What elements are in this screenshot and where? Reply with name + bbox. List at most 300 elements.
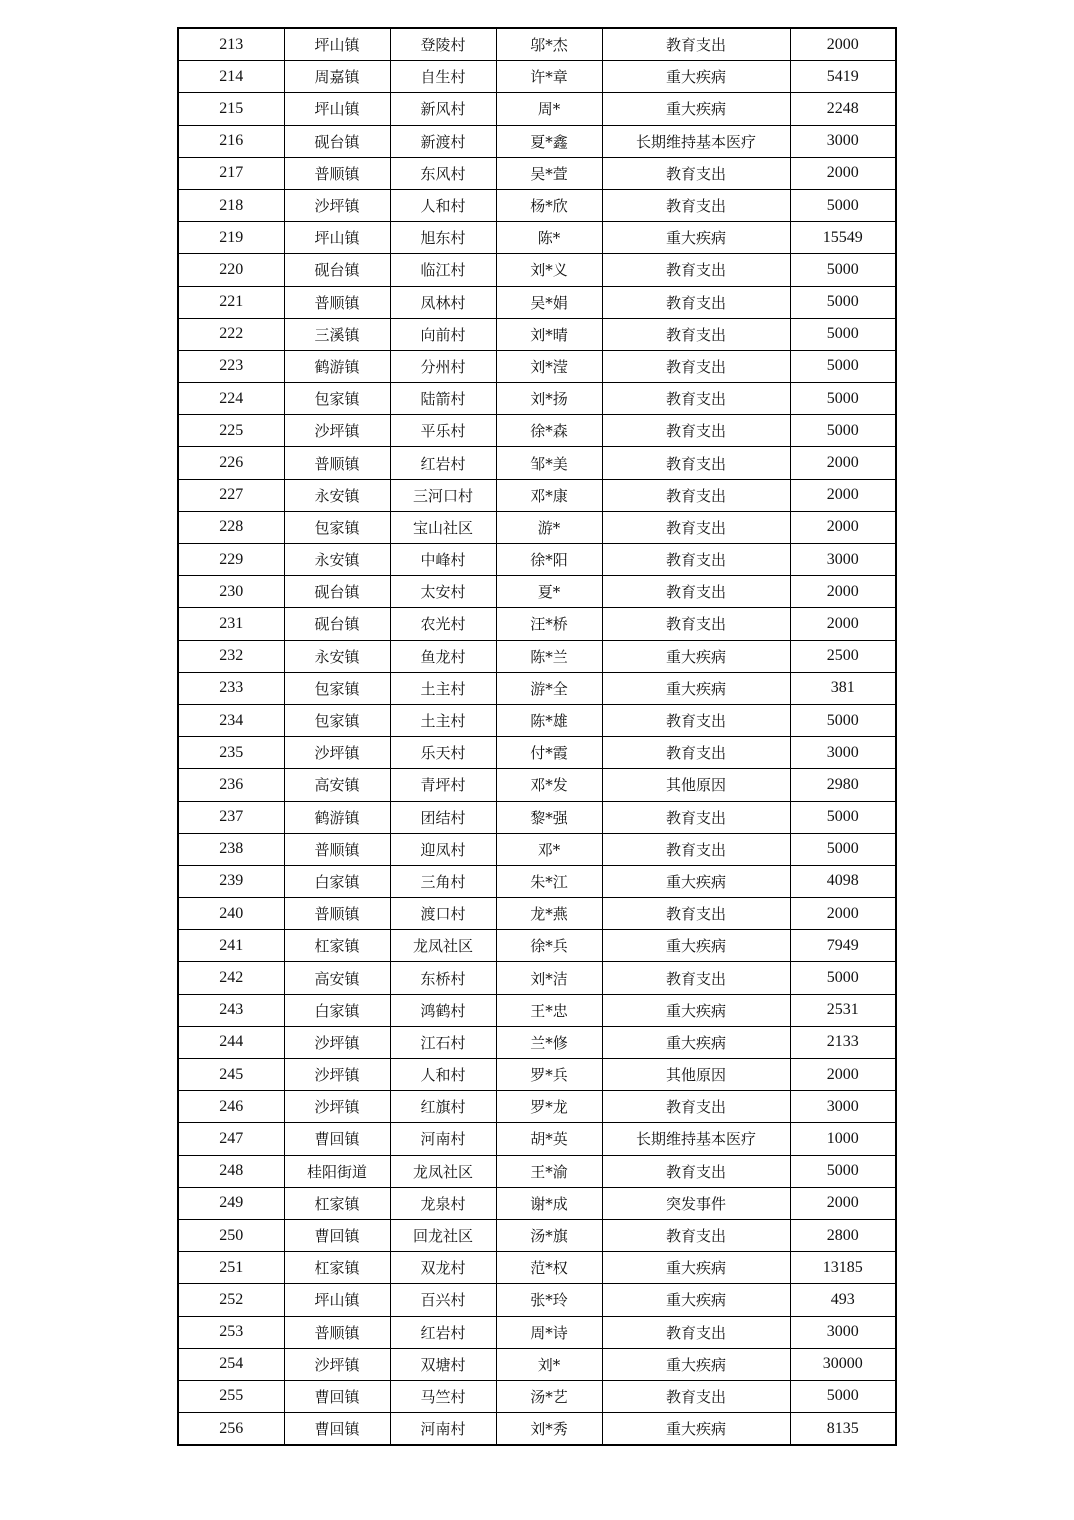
name-cell: 刘*秀 — [496, 1413, 602, 1446]
table-row — [178, 350, 896, 382]
name-cell: 吴*娟 — [496, 286, 602, 318]
amount-cell: 493 — [790, 1284, 896, 1316]
village-cell: 龙凤社区 — [390, 1155, 496, 1187]
amount-cell: 2133 — [790, 1026, 896, 1058]
village-cell: 江石村 — [390, 1026, 496, 1058]
town-cell: 砚台镇 — [284, 608, 390, 640]
town-cell: 普顺镇 — [284, 286, 390, 318]
amount-cell: 3000 — [790, 1316, 896, 1348]
row-number-cell: 231 — [178, 608, 284, 640]
reason-cell: 教育支出 — [602, 962, 790, 994]
amount-cell: 2000 — [790, 898, 896, 930]
reason-cell: 教育支出 — [602, 737, 790, 769]
amount-cell: 3000 — [790, 125, 896, 157]
name-cell: 朱*江 — [496, 865, 602, 897]
name-cell: 罗*龙 — [496, 1091, 602, 1123]
table-row — [178, 318, 896, 350]
reason-cell: 重大疾病 — [602, 1284, 790, 1316]
town-cell: 鹤游镇 — [284, 801, 390, 833]
table-row — [178, 479, 896, 511]
town-cell: 沙坪镇 — [284, 415, 390, 447]
reason-cell: 教育支出 — [602, 544, 790, 576]
village-cell: 陆箭村 — [390, 383, 496, 415]
table-row — [178, 383, 896, 415]
name-cell: 王*渝 — [496, 1155, 602, 1187]
name-cell: 徐*阳 — [496, 544, 602, 576]
table-row — [178, 801, 896, 833]
amount-cell: 5000 — [790, 1380, 896, 1412]
amount-cell: 2000 — [790, 511, 896, 543]
table-row — [178, 1187, 896, 1219]
village-cell: 河南村 — [390, 1413, 496, 1446]
reason-cell: 重大疾病 — [602, 865, 790, 897]
row-number-cell: 228 — [178, 511, 284, 543]
town-cell: 坪山镇 — [284, 93, 390, 125]
village-cell: 百兴村 — [390, 1284, 496, 1316]
village-cell: 新风村 — [390, 93, 496, 125]
table-row — [178, 737, 896, 769]
amount-cell: 5000 — [790, 350, 896, 382]
table-row — [178, 125, 896, 157]
town-cell: 永安镇 — [284, 640, 390, 672]
amount-cell: 5000 — [790, 286, 896, 318]
amount-cell: 5000 — [790, 1155, 896, 1187]
town-cell: 杠家镇 — [284, 1252, 390, 1284]
table-row — [178, 704, 896, 736]
row-number-cell: 240 — [178, 898, 284, 930]
village-cell: 渡口村 — [390, 898, 496, 930]
name-cell: 刘*义 — [496, 254, 602, 286]
amount-cell: 5000 — [790, 415, 896, 447]
reason-cell: 重大疾病 — [602, 1413, 790, 1446]
village-cell: 太安村 — [390, 576, 496, 608]
table-row — [178, 511, 896, 543]
row-number-cell: 244 — [178, 1026, 284, 1058]
reason-cell: 重大疾病 — [602, 930, 790, 962]
name-cell: 游* — [496, 511, 602, 543]
reason-cell: 教育支出 — [602, 479, 790, 511]
name-cell: 周*诗 — [496, 1316, 602, 1348]
row-number-cell: 238 — [178, 833, 284, 865]
table-row — [178, 222, 896, 254]
row-number-cell: 218 — [178, 189, 284, 221]
village-cell: 分州村 — [390, 350, 496, 382]
amount-cell: 3000 — [790, 737, 896, 769]
reason-cell: 教育支出 — [602, 511, 790, 543]
name-cell: 陈*兰 — [496, 640, 602, 672]
reason-cell: 教育支出 — [602, 1380, 790, 1412]
row-number-cell: 250 — [178, 1219, 284, 1251]
reason-cell: 重大疾病 — [602, 1348, 790, 1380]
town-cell: 沙坪镇 — [284, 1091, 390, 1123]
reason-cell: 长期维持基本医疗 — [602, 125, 790, 157]
reason-cell: 长期维持基本医疗 — [602, 1123, 790, 1155]
amount-cell: 5000 — [790, 833, 896, 865]
amount-cell: 7949 — [790, 930, 896, 962]
town-cell: 坪山镇 — [284, 222, 390, 254]
table-row — [178, 28, 896, 61]
village-cell: 鸿鹤村 — [390, 994, 496, 1026]
village-cell: 登陵村 — [390, 28, 496, 61]
table-row — [178, 1219, 896, 1251]
table-row — [178, 61, 896, 93]
town-cell: 包家镇 — [284, 511, 390, 543]
row-number-cell: 235 — [178, 737, 284, 769]
name-cell: 陈* — [496, 222, 602, 254]
reason-cell: 教育支出 — [602, 576, 790, 608]
village-cell: 青坪村 — [390, 769, 496, 801]
table-row — [178, 1026, 896, 1058]
town-cell: 沙坪镇 — [284, 1026, 390, 1058]
table-row — [178, 447, 896, 479]
row-number-cell: 222 — [178, 318, 284, 350]
name-cell: 王*忠 — [496, 994, 602, 1026]
row-number-cell: 219 — [178, 222, 284, 254]
town-cell: 杠家镇 — [284, 1187, 390, 1219]
name-cell: 汤*艺 — [496, 1380, 602, 1412]
reason-cell: 教育支出 — [602, 157, 790, 189]
reason-cell: 教育支出 — [602, 1155, 790, 1187]
name-cell: 谢*成 — [496, 1187, 602, 1219]
village-cell: 中峰村 — [390, 544, 496, 576]
name-cell: 刘*扬 — [496, 383, 602, 415]
village-cell: 自生村 — [390, 61, 496, 93]
table-row — [178, 1316, 896, 1348]
row-number-cell: 223 — [178, 350, 284, 382]
table-row — [178, 1123, 896, 1155]
village-cell: 农光村 — [390, 608, 496, 640]
village-cell: 乐天村 — [390, 737, 496, 769]
reason-cell: 重大疾病 — [602, 61, 790, 93]
town-cell: 普顺镇 — [284, 898, 390, 930]
table-row — [178, 1284, 896, 1316]
name-cell: 邓*康 — [496, 479, 602, 511]
amount-cell: 2980 — [790, 769, 896, 801]
row-number-cell: 225 — [178, 415, 284, 447]
amount-cell: 2000 — [790, 157, 896, 189]
table-row — [178, 1413, 896, 1446]
reason-cell: 教育支出 — [602, 350, 790, 382]
row-number-cell: 217 — [178, 157, 284, 189]
town-cell: 沙坪镇 — [284, 1348, 390, 1380]
village-cell: 人和村 — [390, 189, 496, 221]
name-cell: 邓* — [496, 833, 602, 865]
amount-cell: 2000 — [790, 1059, 896, 1091]
amount-cell: 30000 — [790, 1348, 896, 1380]
reason-cell: 教育支出 — [602, 608, 790, 640]
name-cell: 许*章 — [496, 61, 602, 93]
town-cell: 包家镇 — [284, 383, 390, 415]
amount-cell: 5000 — [790, 962, 896, 994]
amount-cell: 2500 — [790, 640, 896, 672]
amount-cell: 2000 — [790, 479, 896, 511]
village-cell: 平乐村 — [390, 415, 496, 447]
name-cell: 张*玲 — [496, 1284, 602, 1316]
town-cell: 鹤游镇 — [284, 350, 390, 382]
town-cell: 曹回镇 — [284, 1413, 390, 1446]
table-row — [178, 898, 896, 930]
town-cell: 普顺镇 — [284, 157, 390, 189]
reason-cell: 教育支出 — [602, 1219, 790, 1251]
row-number-cell: 253 — [178, 1316, 284, 1348]
row-number-cell: 220 — [178, 254, 284, 286]
town-cell: 曹回镇 — [284, 1219, 390, 1251]
village-cell: 旭东村 — [390, 222, 496, 254]
table-row — [178, 93, 896, 125]
village-cell: 凤林村 — [390, 286, 496, 318]
reason-cell: 重大疾病 — [602, 672, 790, 704]
name-cell: 黎*强 — [496, 801, 602, 833]
reason-cell: 教育支出 — [602, 415, 790, 447]
name-cell: 汪*桥 — [496, 608, 602, 640]
amount-cell: 2531 — [790, 994, 896, 1026]
amount-cell: 2000 — [790, 608, 896, 640]
town-cell: 永安镇 — [284, 544, 390, 576]
town-cell: 桂阳街道 — [284, 1155, 390, 1187]
name-cell: 周* — [496, 93, 602, 125]
row-number-cell: 243 — [178, 994, 284, 1026]
name-cell: 范*权 — [496, 1252, 602, 1284]
reason-cell: 教育支出 — [602, 898, 790, 930]
reason-cell: 重大疾病 — [602, 640, 790, 672]
name-cell: 龙*燕 — [496, 898, 602, 930]
reason-cell: 教育支出 — [602, 801, 790, 833]
table-row — [178, 962, 896, 994]
village-cell: 鱼龙村 — [390, 640, 496, 672]
village-cell: 回龙社区 — [390, 1219, 496, 1251]
village-cell: 土主村 — [390, 704, 496, 736]
amount-cell: 2000 — [790, 576, 896, 608]
amount-cell: 4098 — [790, 865, 896, 897]
village-cell: 人和村 — [390, 1059, 496, 1091]
village-cell: 三河口村 — [390, 479, 496, 511]
row-number-cell: 232 — [178, 640, 284, 672]
row-number-cell: 226 — [178, 447, 284, 479]
town-cell: 沙坪镇 — [284, 737, 390, 769]
name-cell: 胡*英 — [496, 1123, 602, 1155]
name-cell: 刘*晴 — [496, 318, 602, 350]
name-cell: 刘* — [496, 1348, 602, 1380]
reason-cell: 教育支出 — [602, 318, 790, 350]
reason-cell: 突发事件 — [602, 1187, 790, 1219]
name-cell: 兰*修 — [496, 1026, 602, 1058]
reason-cell: 教育支出 — [602, 28, 790, 61]
reason-cell: 重大疾病 — [602, 1026, 790, 1058]
table-row — [178, 833, 896, 865]
village-cell: 龙泉村 — [390, 1187, 496, 1219]
table-row — [178, 672, 896, 704]
row-number-cell: 214 — [178, 61, 284, 93]
row-number-cell: 230 — [178, 576, 284, 608]
amount-cell: 2000 — [790, 1187, 896, 1219]
row-number-cell: 224 — [178, 383, 284, 415]
village-cell: 马竺村 — [390, 1380, 496, 1412]
relief-recipients-table — [177, 27, 897, 1446]
amount-cell: 5000 — [790, 254, 896, 286]
reason-cell: 重大疾病 — [602, 222, 790, 254]
row-number-cell: 254 — [178, 1348, 284, 1380]
row-number-cell: 237 — [178, 801, 284, 833]
town-cell: 普顺镇 — [284, 447, 390, 479]
table-row — [178, 544, 896, 576]
amount-cell: 381 — [790, 672, 896, 704]
reason-cell: 其他原因 — [602, 769, 790, 801]
amount-cell: 3000 — [790, 544, 896, 576]
name-cell: 夏* — [496, 576, 602, 608]
table-row — [178, 1348, 896, 1380]
village-cell: 红旗村 — [390, 1091, 496, 1123]
reason-cell: 教育支出 — [602, 447, 790, 479]
table-row — [178, 157, 896, 189]
town-cell: 包家镇 — [284, 704, 390, 736]
row-number-cell: 249 — [178, 1187, 284, 1219]
town-cell: 普顺镇 — [284, 1316, 390, 1348]
row-number-cell: 213 — [178, 28, 284, 61]
village-cell: 红岩村 — [390, 447, 496, 479]
village-cell: 双塘村 — [390, 1348, 496, 1380]
town-cell: 白家镇 — [284, 994, 390, 1026]
table-row — [178, 1091, 896, 1123]
village-cell: 龙凤社区 — [390, 930, 496, 962]
amount-cell: 2000 — [790, 447, 896, 479]
village-cell: 土主村 — [390, 672, 496, 704]
table-row — [178, 1059, 896, 1091]
town-cell: 曹回镇 — [284, 1380, 390, 1412]
row-number-cell: 241 — [178, 930, 284, 962]
town-cell: 沙坪镇 — [284, 1059, 390, 1091]
name-cell: 邹*美 — [496, 447, 602, 479]
row-number-cell: 251 — [178, 1252, 284, 1284]
row-number-cell: 245 — [178, 1059, 284, 1091]
village-cell: 新渡村 — [390, 125, 496, 157]
row-number-cell: 256 — [178, 1413, 284, 1446]
table-body — [178, 28, 896, 1445]
amount-cell: 5000 — [790, 318, 896, 350]
table-row — [178, 640, 896, 672]
amount-cell: 5000 — [790, 801, 896, 833]
row-number-cell: 236 — [178, 769, 284, 801]
village-cell: 宝山社区 — [390, 511, 496, 543]
town-cell: 杠家镇 — [284, 930, 390, 962]
table-row — [178, 1252, 896, 1284]
table-row — [178, 254, 896, 286]
town-cell: 三溪镇 — [284, 318, 390, 350]
amount-cell: 3000 — [790, 1091, 896, 1123]
table-row — [178, 1155, 896, 1187]
reason-cell: 其他原因 — [602, 1059, 790, 1091]
name-cell: 邬*杰 — [496, 28, 602, 61]
town-cell: 包家镇 — [284, 672, 390, 704]
village-cell: 东桥村 — [390, 962, 496, 994]
row-number-cell: 215 — [178, 93, 284, 125]
table-row — [178, 1380, 896, 1412]
name-cell: 徐*兵 — [496, 930, 602, 962]
table-row — [178, 994, 896, 1026]
reason-cell: 教育支出 — [602, 704, 790, 736]
reason-cell: 重大疾病 — [602, 1252, 790, 1284]
amount-cell: 5000 — [790, 189, 896, 221]
amount-cell: 1000 — [790, 1123, 896, 1155]
town-cell: 高安镇 — [284, 962, 390, 994]
row-number-cell: 242 — [178, 962, 284, 994]
town-cell: 砚台镇 — [284, 254, 390, 286]
town-cell: 坪山镇 — [284, 28, 390, 61]
amount-cell: 5000 — [790, 704, 896, 736]
table-row — [178, 415, 896, 447]
amount-cell: 5419 — [790, 61, 896, 93]
amount-cell: 13185 — [790, 1252, 896, 1284]
amount-cell: 2800 — [790, 1219, 896, 1251]
amount-cell: 15549 — [790, 222, 896, 254]
row-number-cell: 216 — [178, 125, 284, 157]
table-row — [178, 769, 896, 801]
name-cell: 罗*兵 — [496, 1059, 602, 1091]
town-cell: 坪山镇 — [284, 1284, 390, 1316]
name-cell: 徐*森 — [496, 415, 602, 447]
name-cell: 杨*欣 — [496, 189, 602, 221]
table-row — [178, 576, 896, 608]
reason-cell: 教育支出 — [602, 189, 790, 221]
name-cell: 游*全 — [496, 672, 602, 704]
town-cell: 高安镇 — [284, 769, 390, 801]
village-cell: 东风村 — [390, 157, 496, 189]
name-cell: 吴*萱 — [496, 157, 602, 189]
village-cell: 双龙村 — [390, 1252, 496, 1284]
row-number-cell: 255 — [178, 1380, 284, 1412]
table-row — [178, 286, 896, 318]
village-cell: 红岩村 — [390, 1316, 496, 1348]
village-cell: 向前村 — [390, 318, 496, 350]
name-cell: 邓*发 — [496, 769, 602, 801]
town-cell: 砚台镇 — [284, 576, 390, 608]
table-row — [178, 608, 896, 640]
amount-cell: 2248 — [790, 93, 896, 125]
row-number-cell: 227 — [178, 479, 284, 511]
row-number-cell: 248 — [178, 1155, 284, 1187]
row-number-cell: 246 — [178, 1091, 284, 1123]
village-cell: 临江村 — [390, 254, 496, 286]
town-cell: 周嘉镇 — [284, 61, 390, 93]
village-cell: 迎凤村 — [390, 833, 496, 865]
table-row — [178, 189, 896, 221]
name-cell: 刘*滢 — [496, 350, 602, 382]
name-cell: 刘*洁 — [496, 962, 602, 994]
town-cell: 永安镇 — [284, 479, 390, 511]
reason-cell: 教育支出 — [602, 254, 790, 286]
amount-cell: 2000 — [790, 28, 896, 61]
row-number-cell: 221 — [178, 286, 284, 318]
reason-cell: 教育支出 — [602, 1091, 790, 1123]
town-cell: 沙坪镇 — [284, 189, 390, 221]
table-row — [178, 865, 896, 897]
row-number-cell: 239 — [178, 865, 284, 897]
reason-cell: 教育支出 — [602, 383, 790, 415]
village-cell: 河南村 — [390, 1123, 496, 1155]
amount-cell: 8135 — [790, 1413, 896, 1446]
town-cell: 普顺镇 — [284, 833, 390, 865]
reason-cell: 教育支出 — [602, 833, 790, 865]
reason-cell: 重大疾病 — [602, 93, 790, 125]
town-cell: 曹回镇 — [284, 1123, 390, 1155]
village-cell: 三角村 — [390, 865, 496, 897]
town-cell: 砚台镇 — [284, 125, 390, 157]
reason-cell: 教育支出 — [602, 1316, 790, 1348]
row-number-cell: 252 — [178, 1284, 284, 1316]
name-cell: 汤*旗 — [496, 1219, 602, 1251]
row-number-cell: 233 — [178, 672, 284, 704]
town-cell: 白家镇 — [284, 865, 390, 897]
name-cell: 陈*雄 — [496, 704, 602, 736]
